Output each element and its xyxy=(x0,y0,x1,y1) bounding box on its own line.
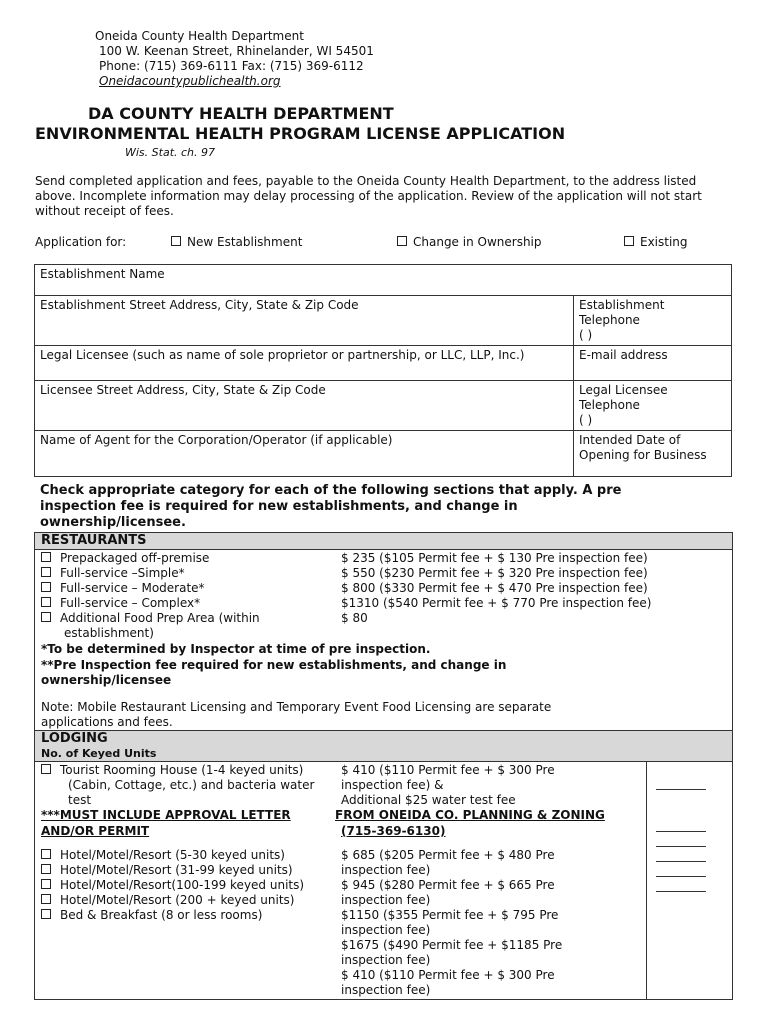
restaurant-option-prepackaged[interactable]: Prepackaged off-premise xyxy=(41,551,209,566)
lodging-fee: $1675 ($490 Permit fee + $1185 Pre xyxy=(341,938,563,952)
inspector-note: *To be determined by Inspector at time of pre inspection. xyxy=(41,642,431,656)
title-department: DA COUNTY HEALTH DEPARTMENT xyxy=(88,104,394,123)
agent-name-field[interactable]: Name of Agent for the Corporation/Operator (if applicable) xyxy=(35,431,574,477)
restaurant-option-complex[interactable]: Full-service – Complex* xyxy=(41,596,200,611)
licensee-phone-field[interactable]: Legal Licensee Telephone ( ) xyxy=(574,381,732,431)
lodging-option-100-199[interactable]: Hotel/Motel/Resort(100-199 keyed units) xyxy=(41,878,304,893)
email-field[interactable]: E-mail address xyxy=(574,346,732,381)
planning-zoning-phone: (715-369-6130) xyxy=(341,824,446,838)
approval-letter-note: ***MUST INCLUDE APPROVAL LETTER xyxy=(41,808,291,822)
keyed-units-blank-31-99[interactable] xyxy=(656,846,706,847)
planning-zoning-note: FROM ONEIDA CO. PLANNING & ZONING xyxy=(335,808,605,822)
category-instructions: Check appropriate category for each of the following sections that apply. A pre inspection fee is required for new establishments, and change in ownership/licensee. xyxy=(40,483,622,530)
restaurant-fee: $ 80 xyxy=(341,611,368,625)
establishment-info-table xyxy=(34,264,732,477)
lodging-fee: inspection fee) xyxy=(341,863,431,877)
lodging-heading: LODGING xyxy=(41,731,108,746)
lodging-option-5-30[interactable]: Hotel/Motel/Resort (5-30 keyed units) xyxy=(41,848,285,863)
checkbox[interactable] xyxy=(41,894,51,904)
lodging-option-bed-breakfast[interactable]: Bed & Breakfast (8 or less rooms) xyxy=(41,908,262,923)
restaurant-fee: $1310 ($540 Permit fee + $ 770 Pre inspection fee) xyxy=(341,596,652,610)
lodging-option-200-plus[interactable]: Hotel/Motel/Resort (200 + keyed units) xyxy=(41,893,295,908)
tourist-fee: inspection fee) & xyxy=(341,778,444,792)
lodging-option-31-99[interactable]: Hotel/Motel/Resort (31-99 keyed units) xyxy=(41,863,293,878)
dept-website-link[interactable]: Oneidacountypublichealth.org xyxy=(99,74,281,88)
checkbox[interactable] xyxy=(41,597,51,607)
keyed-units-blank-tourist[interactable] xyxy=(656,789,706,790)
approval-letter-note-cont: AND/OR PERMIT xyxy=(41,824,150,838)
checkbox-change[interactable] xyxy=(397,236,407,246)
restaurant-fee: $ 550 ($230 Permit fee + $ 320 Pre inspection fee) xyxy=(341,566,648,580)
restaurant-option-moderate[interactable]: Full-service – Moderate* xyxy=(41,581,205,596)
checkbox-new[interactable] xyxy=(171,236,181,246)
checkbox[interactable] xyxy=(41,879,51,889)
opening-date-field[interactable]: Intended Date of Opening for Business xyxy=(574,431,732,477)
checkbox[interactable] xyxy=(41,567,51,577)
new-establishment-option[interactable]: New Establishment xyxy=(171,235,302,250)
preinspection-note-cont: ownership/licensee xyxy=(41,673,172,687)
preinspection-note: **Pre Inspection fee required for new establishments, and change in xyxy=(41,658,507,672)
checkbox[interactable] xyxy=(41,864,51,874)
establishment-address-field[interactable]: Establishment Street Address, City, State & Zip Code xyxy=(35,296,574,346)
restaurants-heading: RESTAURANTS xyxy=(35,533,732,550)
lodging-option-tourist[interactable]: Tourist Rooming House (1-4 keyed units) xyxy=(41,763,303,778)
checkbox[interactable] xyxy=(41,612,51,622)
lodging-heading-block xyxy=(35,731,732,762)
lodging-fee: inspection fee) xyxy=(341,953,431,967)
restaurant-option-simple[interactable]: Full-service –Simple* xyxy=(41,566,185,581)
checkbox[interactable] xyxy=(41,552,51,562)
lodging-section xyxy=(34,730,733,1000)
lodging-fee: inspection fee) xyxy=(341,983,431,997)
column-divider xyxy=(646,762,647,999)
restaurant-option-additional-prep[interactable]: Additional Food Prep Area (within xyxy=(41,611,260,626)
lodging-fee: inspection fee) xyxy=(341,923,431,937)
legal-licensee-field[interactable]: Legal Licensee (such as name of sole proprietor or partnership, or LLC, LLP, Inc.) xyxy=(35,346,574,381)
application-type-row xyxy=(35,235,735,250)
checkbox-existing[interactable] xyxy=(624,236,634,246)
statute-reference: Wis. Stat. ch. 97 xyxy=(125,146,216,159)
keyed-units-blank-bed-breakfast[interactable] xyxy=(656,891,706,892)
checkbox[interactable] xyxy=(41,582,51,592)
mobile-note: Note: Mobile Restaurant Licensing and Temporary Event Food Licensing are separate xyxy=(41,700,552,714)
lodging-fee: $ 410 ($110 Permit fee + $ 300 Pre xyxy=(341,968,555,982)
keyed-units-subheading: No. of Keyed Units xyxy=(41,747,157,760)
lodging-fee: $1150 ($355 Permit fee + $ 795 Pre xyxy=(341,908,559,922)
tourist-desc: (Cabin, Cottage, etc.) and bacteria water xyxy=(68,778,315,792)
keyed-units-blank-200-plus[interactable] xyxy=(656,876,706,877)
tourist-desc: test xyxy=(68,793,92,807)
application-for-label: Application for: xyxy=(35,235,127,249)
tourist-fee: Additional $25 water test fee xyxy=(341,793,516,807)
keyed-units-blank-5-30[interactable] xyxy=(656,831,706,832)
establishment-phone-field[interactable]: Establishment Telephone ( ) xyxy=(574,296,732,346)
keyed-units-blank-100-199[interactable] xyxy=(656,861,706,862)
intro-paragraph: Send completed application and fees, payable to the Oneida County Health Department, to the address listed above. Incomplete information may delay processing of the application. Review of the application will not start without receipt of fees. xyxy=(35,174,702,218)
dept-address: 100 W. Keenan Street, Rhinelander, WI 54501 xyxy=(99,44,374,58)
restaurants-section xyxy=(34,532,733,732)
restaurant-option-label-cont: establishment) xyxy=(64,626,154,640)
title-application: ENVIRONMENTAL HEALTH PROGRAM LICENSE APPLICATION xyxy=(35,124,566,143)
dept-name: Oneida County Health Department xyxy=(95,29,304,43)
lodging-fee: $ 945 ($280 Permit fee + $ 665 Pre xyxy=(341,878,555,892)
restaurant-fee: $ 235 ($105 Permit fee + $ 130 Pre inspection fee) xyxy=(341,551,648,565)
establishment-name-field[interactable]: Establishment Name xyxy=(35,265,732,296)
lodging-fee: $ 685 ($205 Permit fee + $ 480 Pre xyxy=(341,848,555,862)
mobile-note-cont: applications and fees. xyxy=(41,715,173,729)
existing-option[interactable]: Existing xyxy=(624,235,688,250)
dept-phone: Phone: (715) 369-6111 Fax: (715) 369-6112 xyxy=(99,59,364,73)
letterhead xyxy=(95,29,374,89)
tourist-fee: $ 410 ($110 Permit fee + $ 300 Pre xyxy=(341,763,555,777)
checkbox[interactable] xyxy=(41,849,51,859)
change-ownership-option[interactable]: Change in Ownership xyxy=(397,235,542,250)
lodging-fee: inspection fee) xyxy=(341,893,431,907)
checkbox[interactable] xyxy=(41,764,51,774)
checkbox[interactable] xyxy=(41,909,51,919)
restaurant-fee: $ 800 ($330 Permit fee + $ 470 Pre inspection fee) xyxy=(341,581,648,595)
licensee-address-field[interactable]: Licensee Street Address, City, State & Zip Code xyxy=(35,381,574,431)
